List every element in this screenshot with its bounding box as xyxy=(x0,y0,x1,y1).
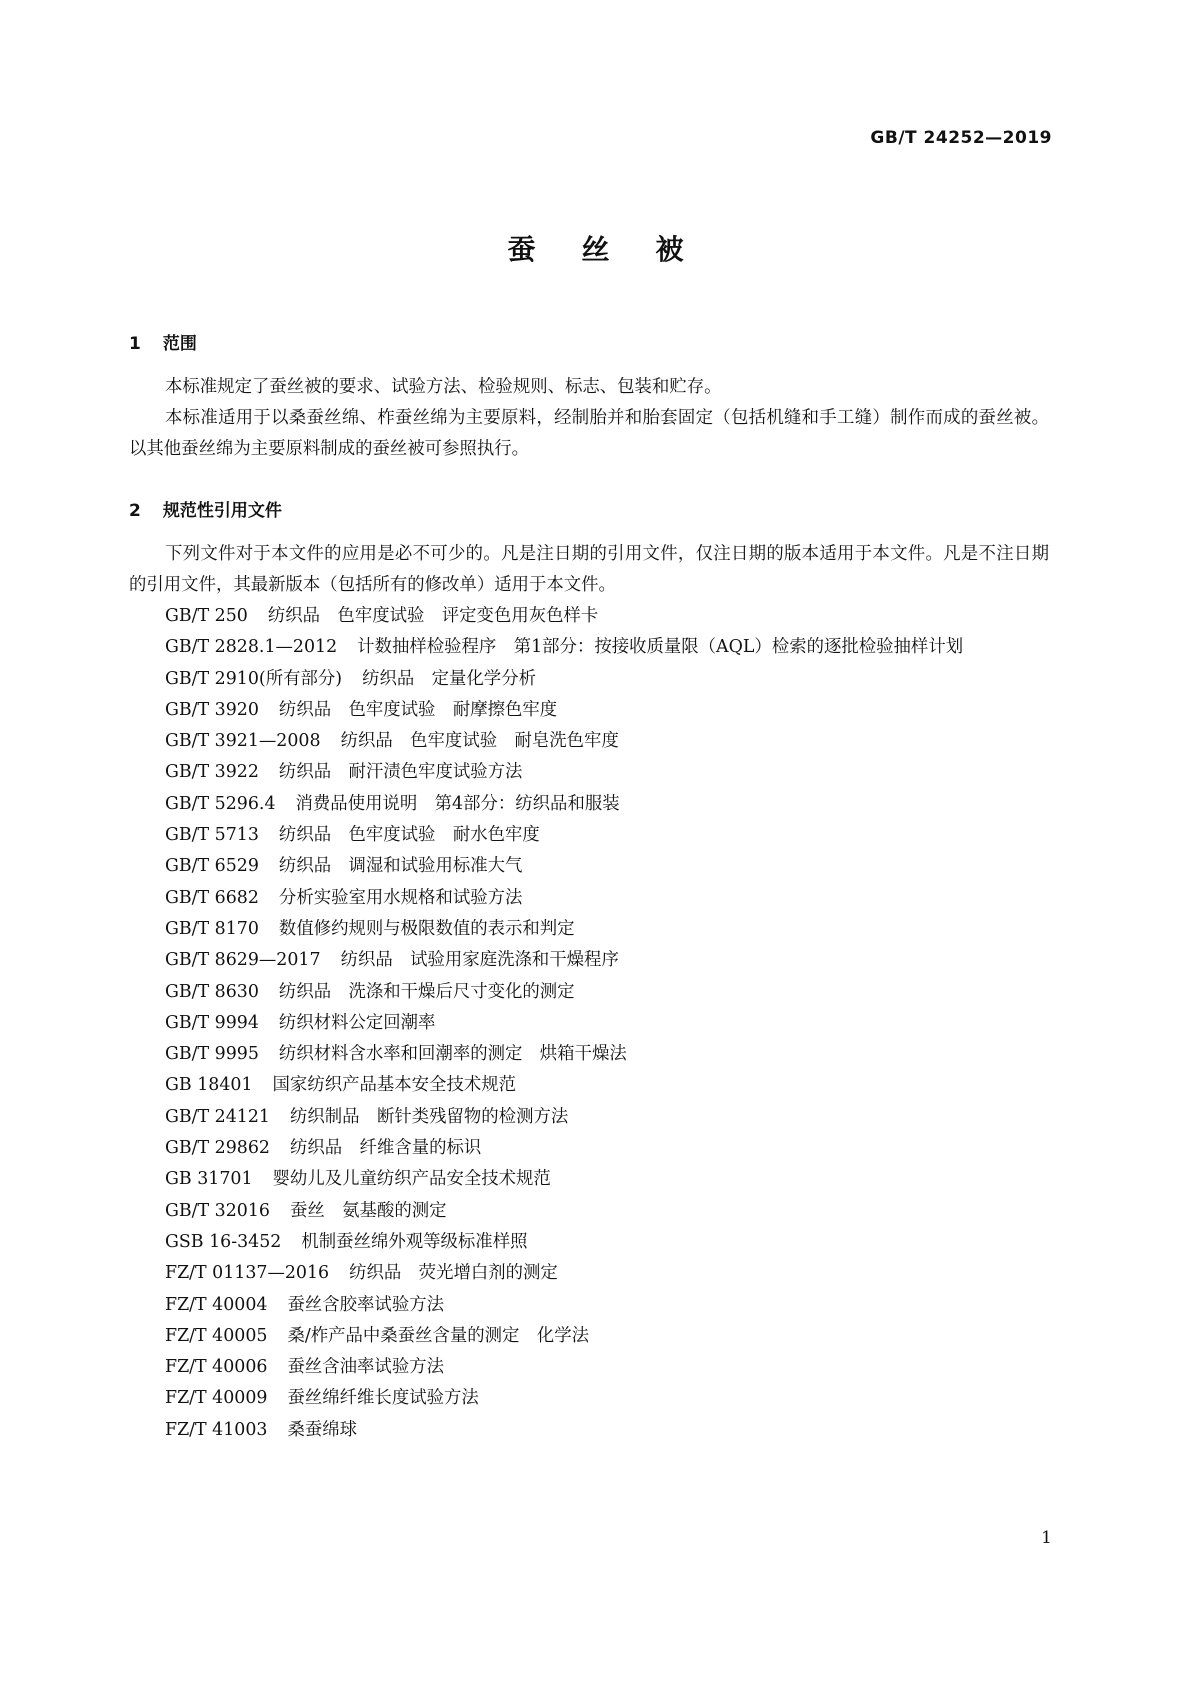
reference-item xyxy=(129,664,1049,695)
reference-code: GB/T 8630 xyxy=(165,981,259,1002)
reference-item xyxy=(129,945,1049,976)
reference-title: 纺织品 色牢度试验 耐水色牢度 xyxy=(278,825,540,846)
reference-title: 纺织制品 断针类残留物的检测方法 xyxy=(289,1106,569,1127)
reference-title: 蚕丝含油率试验方法 xyxy=(287,1357,444,1378)
section-title: 范围 xyxy=(162,334,197,354)
section-heading-references xyxy=(129,499,1049,539)
reference-code: GB 18401 xyxy=(165,1075,253,1096)
reference-title: 消费品使用说明 第4部分：纺织品和服装 xyxy=(295,793,620,814)
reference-code: GB/T 3921—2008 xyxy=(165,731,321,752)
reference-title: 纺织品 洗涤和干燥后尺寸变化的测定 xyxy=(278,981,575,1002)
reference-title: 纺织材料含水率和回潮率的测定 烘箱干燥法 xyxy=(278,1044,627,1065)
reference-code: GB/T 2828.1—2012 xyxy=(165,637,338,658)
reference-code: GB/T 5296.4 xyxy=(165,793,276,814)
reference-item xyxy=(129,1102,1049,1133)
reference-code: GB/T 5713 xyxy=(165,825,259,846)
reference-code: GB/T 8629—2017 xyxy=(165,950,321,971)
reference-item xyxy=(129,726,1049,757)
reference-title: 计数抽样检验程序 第1部分：按接收质量限（AQL）检索的逐批检验抽样计划 xyxy=(357,637,964,658)
section-number: 2 xyxy=(129,501,141,521)
reference-title: 纺织品 定量化学分析 xyxy=(362,668,536,689)
reference-title: 纺织品 色牢度试验 耐皂洗色牢度 xyxy=(340,731,619,752)
page-number: 1 xyxy=(1041,1528,1052,1548)
reference-title: 纺织品 荧光增白剂的测定 xyxy=(349,1263,558,1284)
reference-title: 数值修约规则与极限数值的表示和判定 xyxy=(278,918,575,939)
reference-item xyxy=(129,1415,1049,1446)
reference-item xyxy=(129,1196,1049,1227)
reference-list xyxy=(129,601,1049,1446)
reference-title: 国家纺织产品基本安全技术规范 xyxy=(272,1075,517,1096)
reference-item xyxy=(129,1039,1049,1070)
reference-title: 机制蚕丝绵外观等级标准样照 xyxy=(301,1231,528,1252)
reference-item xyxy=(129,820,1049,851)
reference-item xyxy=(129,757,1049,788)
reference-title: 纺织品 耐汗渍色牢度试验方法 xyxy=(278,762,523,783)
reference-item xyxy=(129,914,1049,945)
scope-paragraph: 本标准适用于以桑蚕丝绵、柞蚕丝绵为主要原料，经制胎并和胎套固定（包括机缝和手工缝）制作而成的蚕丝被。以其他蚕丝绵为主要原料制成的蚕丝被可参照执行。 xyxy=(129,408,1049,459)
reference-item xyxy=(129,601,1049,632)
reference-item xyxy=(129,851,1049,882)
reference-title: 蚕丝含胶率试验方法 xyxy=(287,1294,444,1315)
document-title: 蚕丝被 xyxy=(507,233,730,266)
standard-code: GB/T 24252—2019 xyxy=(870,128,1052,148)
reference-title: 纺织品 纤维含量的标识 xyxy=(289,1138,482,1159)
reference-item xyxy=(129,883,1049,914)
section-title: 规范性引用文件 xyxy=(162,501,282,521)
reference-item xyxy=(129,1290,1049,1321)
reference-code: GB/T 6682 xyxy=(165,887,259,908)
document-body xyxy=(129,332,1049,1446)
reference-code: GB/T 3920 xyxy=(165,699,259,720)
reference-title: 纺织材料公定回潮率 xyxy=(278,1012,436,1033)
section-number: 1 xyxy=(129,334,141,354)
reference-title: 纺织品 试验用家庭洗涤和干燥程序 xyxy=(340,950,619,971)
reference-item xyxy=(129,1258,1049,1289)
scope-paragraph: 本标准规定了蚕丝被的要求、试验方法、检验规则、标志、包装和贮存。 xyxy=(165,377,722,397)
reference-item xyxy=(129,1133,1049,1164)
reference-code: GB/T 29862 xyxy=(165,1138,270,1159)
reference-item xyxy=(129,1383,1049,1414)
reference-item xyxy=(129,977,1049,1008)
reference-code: FZ/T 40005 xyxy=(165,1325,268,1346)
references-intro: 下列文件对于本文件的应用是必不可少的。凡是注日期的引用文件，仅注日期的版本适用于本文件。凡是不注日期的引用文件，其最新版本（包括所有的修改单）适用于本文件。 xyxy=(129,544,1049,595)
reference-code: GB/T 24121 xyxy=(165,1106,270,1127)
reference-code: GB/T 9995 xyxy=(165,1044,259,1065)
reference-code: FZ/T 01137—2016 xyxy=(165,1263,330,1284)
reference-title: 纺织品 色牢度试验 耐摩擦色牢度 xyxy=(278,699,558,720)
section-heading-scope xyxy=(129,332,1049,372)
reference-code: GB/T 3922 xyxy=(165,762,259,783)
reference-code: FZ/T 40009 xyxy=(165,1388,268,1409)
reference-title: 纺织品 色牢度试验 评定变色用灰色样卡 xyxy=(267,606,599,626)
reference-item xyxy=(129,789,1049,820)
reference-code: FZ/T 40004 xyxy=(165,1294,268,1315)
reference-item xyxy=(129,1227,1049,1258)
reference-item xyxy=(129,1321,1049,1352)
reference-item xyxy=(129,632,1049,663)
reference-title: 蚕丝绵纤维长度试验方法 xyxy=(287,1388,479,1409)
reference-code: GB/T 6529 xyxy=(165,856,259,877)
reference-code: FZ/T 41003 xyxy=(165,1419,268,1440)
reference-item xyxy=(129,695,1049,726)
reference-item xyxy=(129,1352,1049,1383)
reference-item xyxy=(129,1008,1049,1039)
reference-title: 纺织品 调湿和试验用标准大气 xyxy=(278,856,523,877)
reference-title: 蚕丝 氨基酸的测定 xyxy=(289,1200,447,1221)
reference-code: GB/T 32016 xyxy=(165,1200,270,1221)
reference-code: GB/T 2910(所有部分) xyxy=(165,668,343,689)
reference-title: 婴幼儿及儿童纺织产品安全技术规范 xyxy=(272,1169,551,1190)
reference-code: FZ/T 40006 xyxy=(165,1357,268,1378)
reference-title: 桑/柞产品中桑蚕丝含量的测定 化学法 xyxy=(287,1325,589,1346)
reference-title: 桑蚕绵球 xyxy=(287,1419,358,1440)
reference-item xyxy=(129,1070,1049,1101)
reference-code: GB/T 9994 xyxy=(165,1012,259,1033)
reference-code: GSB 16-3452 xyxy=(165,1231,282,1252)
reference-code: GB/T 250 xyxy=(165,606,248,626)
reference-title: 分析实验室用水规格和试验方法 xyxy=(278,887,523,908)
reference-item xyxy=(129,1164,1049,1195)
reference-code: GB 31701 xyxy=(165,1169,253,1190)
reference-code: GB/T 8170 xyxy=(165,918,259,939)
